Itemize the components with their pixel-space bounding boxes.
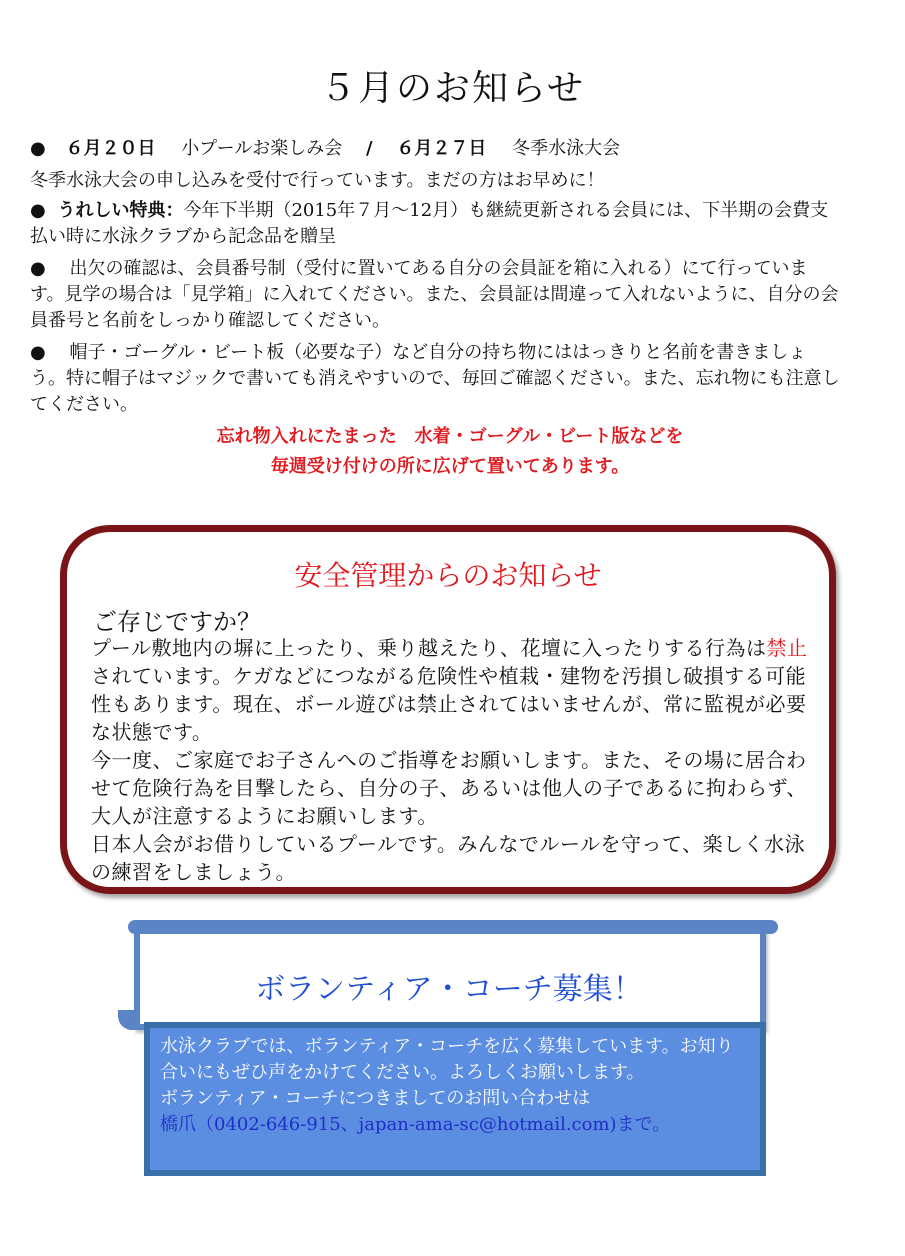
event-separator: / xyxy=(366,138,373,159)
safety-p2: 今一度、ご家庭でお子さんへのご指導をお願いします。また、その場に居合わせて危険行為を目撃したら、自分の子、あるいは他人の子であるに拘わらず、大人が注意するようにお願いします。 xyxy=(91,748,807,828)
safety-p3: 日本人会がお借りしているプールです。みんなでルールを守って、楽しく水泳の練習をしましょう。 xyxy=(91,832,806,884)
event1-name: 小プールお楽しみ会 xyxy=(181,138,343,159)
attendance-notice xyxy=(30,256,840,334)
volunteer-line2: ボランティア・コーチにつきましてのお問い合わせは xyxy=(160,1088,591,1109)
events-line xyxy=(30,136,840,162)
bullet-icon: ● xyxy=(30,258,46,279)
event2-name: 冬季水泳大会 xyxy=(512,138,621,159)
scroll-roll-top xyxy=(128,920,778,934)
safety-notice-box xyxy=(60,525,836,894)
bullet-icon: ● xyxy=(30,342,46,363)
safety-body xyxy=(91,634,811,886)
perk-label: うれしい特典： xyxy=(57,200,184,221)
signup-notice: 冬季水泳大会の申し込みを受付で行っています。まだの方はお早めに！ xyxy=(30,170,605,191)
prohibited-word: 禁止 xyxy=(766,636,808,660)
safety-title: 安全管理からのお知らせ xyxy=(294,559,602,592)
perk-notice xyxy=(30,198,840,250)
safety-subtitle: ご存じですか？ xyxy=(93,608,261,636)
lost-found-line2: 毎週受け付けの所に広げて置いてあります。 xyxy=(270,456,630,477)
event1-date: ６月２０日 xyxy=(65,138,156,159)
volunteer-contact: 橋爪（0402-646-915、japan-ama-sc@hotmail.com)まで。 xyxy=(160,1114,671,1135)
belongings-notice xyxy=(30,340,840,418)
attendance-text: 出欠の確認は、会員番号制（受付に置いてある自分の会員証を箱に入れる）にて行っています。見学の場合は「見学箱」に入れてください。また、会員証は間違って入れないように、自分の会員番号と名前をしっかり確認してください。 xyxy=(30,258,839,331)
perk-text: 今年下半期（2015年７月～12月）も継続更新される会員には、下半期の会費支払い時に水泳クラブから記念品を贈呈 xyxy=(30,200,829,247)
volunteer-line1: 水泳クラブでは、ボランティア・コーチを広く募集しています。お知り合いにもぜひ声をかけてください。よろしくお願いします。 xyxy=(160,1036,734,1083)
bullet-icon: ● xyxy=(30,138,46,159)
volunteer-banner xyxy=(118,920,780,1030)
lost-found-line1: 忘れ物入れにたまった 水着・ゴーグル・ビート版などを xyxy=(216,426,684,447)
safety-p1b: されています。ケガなどにつながる危険性や植栽・建物を汚損し破損する可能性もあります。現在、ボール遊びは禁止されてはいませんが、常に監視が必要な状態です。 xyxy=(91,664,807,744)
bullet-icon: ● xyxy=(30,200,46,221)
volunteer-title: ボランティア・コーチ募集！ xyxy=(255,972,643,1007)
event2-date: ６月２７日 xyxy=(396,138,487,159)
page-title: ５月のお知らせ xyxy=(320,68,585,109)
safety-p1a: プール敷地内の塀に上ったり、乗り越えたり、花壇に入ったりする行為は xyxy=(91,636,767,660)
belongings-text: 帽子・ゴーグル・ビート板（必要な子）など自分の持ち物にははっきりと名前を書きましょう。特に帽子はマジックで書いても消えやすいので、毎回ご確認ください。また、忘れ物にも注意してください。 xyxy=(30,342,840,415)
volunteer-info-box xyxy=(144,1022,766,1176)
